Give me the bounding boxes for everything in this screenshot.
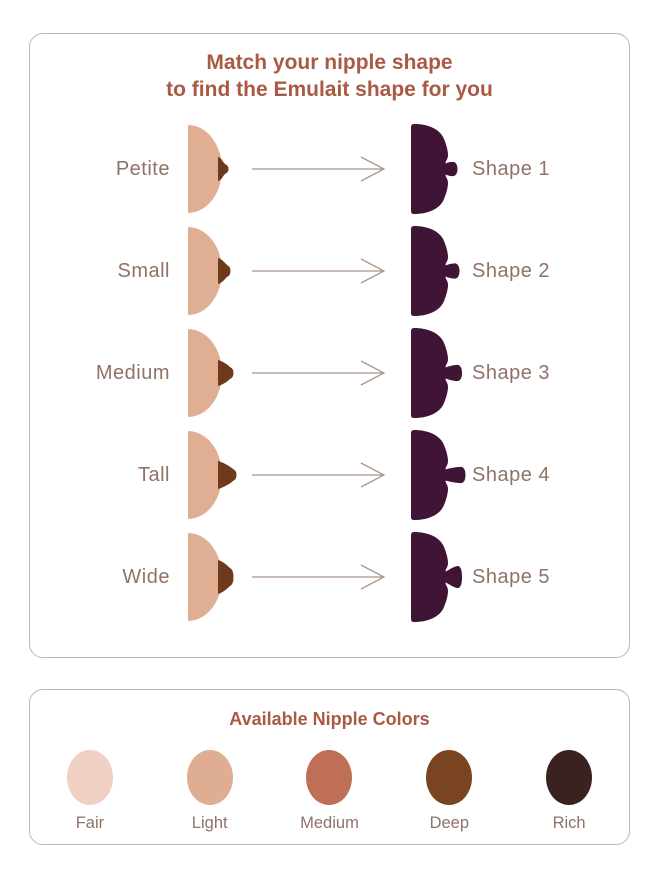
color-swatch-icon — [187, 750, 233, 805]
right-arrow-icon — [251, 460, 387, 490]
shape-name-label: Shape 5 — [472, 565, 551, 588]
right-arrow-icon — [251, 562, 387, 592]
bottle-shape — [411, 430, 466, 520]
swatch-label: Light — [191, 814, 228, 832]
match-row-tall — [30, 424, 629, 526]
bottle-shape — [411, 532, 462, 622]
matcher-title-line2: to find the Emulait shape for you — [166, 78, 493, 101]
color-swatch-icon — [67, 750, 113, 805]
match-row-petite — [30, 118, 629, 220]
shape-name-label: Shape 2 — [472, 259, 551, 282]
breast-illustration — [178, 327, 238, 419]
bottle-nipple-illustration — [402, 223, 468, 319]
right-arrow-icon — [251, 358, 387, 388]
nipple-size-label: Petite — [115, 157, 170, 180]
nipple-shape — [218, 157, 229, 181]
right-arrow-icon — [251, 154, 387, 184]
color-swatch-icon — [546, 750, 592, 805]
match-row-wide — [30, 526, 629, 628]
bottle-nipple-illustration — [402, 529, 468, 625]
shape-name-label: Shape 3 — [472, 361, 551, 384]
breast-illustration — [178, 531, 238, 623]
nipple-colors-panel — [29, 689, 630, 845]
bottle-nipple-illustration — [402, 427, 468, 523]
matcher-title-line1: Match your nipple shape — [206, 51, 453, 74]
breast-illustration — [178, 123, 238, 215]
match-row-medium — [30, 322, 629, 424]
nipple-shape — [218, 461, 237, 489]
bottle-shape — [411, 226, 460, 316]
matcher-title — [30, 49, 629, 103]
bottle-nipple-illustration — [402, 121, 468, 217]
swatch-label: Rich — [552, 814, 586, 832]
swatch-label: Medium — [300, 814, 359, 832]
match-row-small — [30, 220, 629, 322]
breast-shape — [188, 431, 222, 519]
nipple-shape — [218, 560, 234, 594]
swatch-label: Deep — [429, 814, 470, 832]
breast-shape — [188, 329, 222, 417]
swatch-rich — [509, 750, 629, 833]
shape-matcher-panel — [29, 33, 630, 658]
nipple-size-label: Small — [117, 259, 170, 282]
color-swatch-icon — [306, 750, 352, 805]
swatch-light — [150, 750, 270, 833]
swatch-medium — [270, 750, 390, 833]
breast-shape — [188, 227, 222, 315]
nipple-size-label: Medium — [95, 361, 170, 384]
nipple-shape — [218, 258, 231, 284]
right-arrow-icon — [251, 256, 387, 286]
nipple-size-label: Wide — [122, 565, 170, 588]
breast-illustration — [178, 429, 238, 521]
palette-title: Available Nipple Colors — [229, 709, 430, 729]
breast-shape — [188, 125, 222, 213]
color-swatch-icon — [426, 750, 472, 805]
bottle-nipple-illustration — [402, 325, 468, 421]
nipple-size-label: Tall — [137, 463, 170, 486]
color-swatches — [30, 750, 629, 833]
shape-name-label: Shape 1 — [472, 157, 551, 180]
bottle-shape — [411, 124, 458, 214]
bottle-shape — [411, 328, 462, 418]
shape-name-label: Shape 4 — [472, 463, 551, 486]
breast-illustration — [178, 225, 238, 317]
match-rows — [30, 118, 629, 628]
swatch-fair — [30, 750, 150, 833]
swatch-deep — [389, 750, 509, 833]
breast-shape — [188, 533, 222, 621]
swatch-label: Fair — [75, 814, 105, 832]
nipple-shape — [218, 360, 234, 386]
